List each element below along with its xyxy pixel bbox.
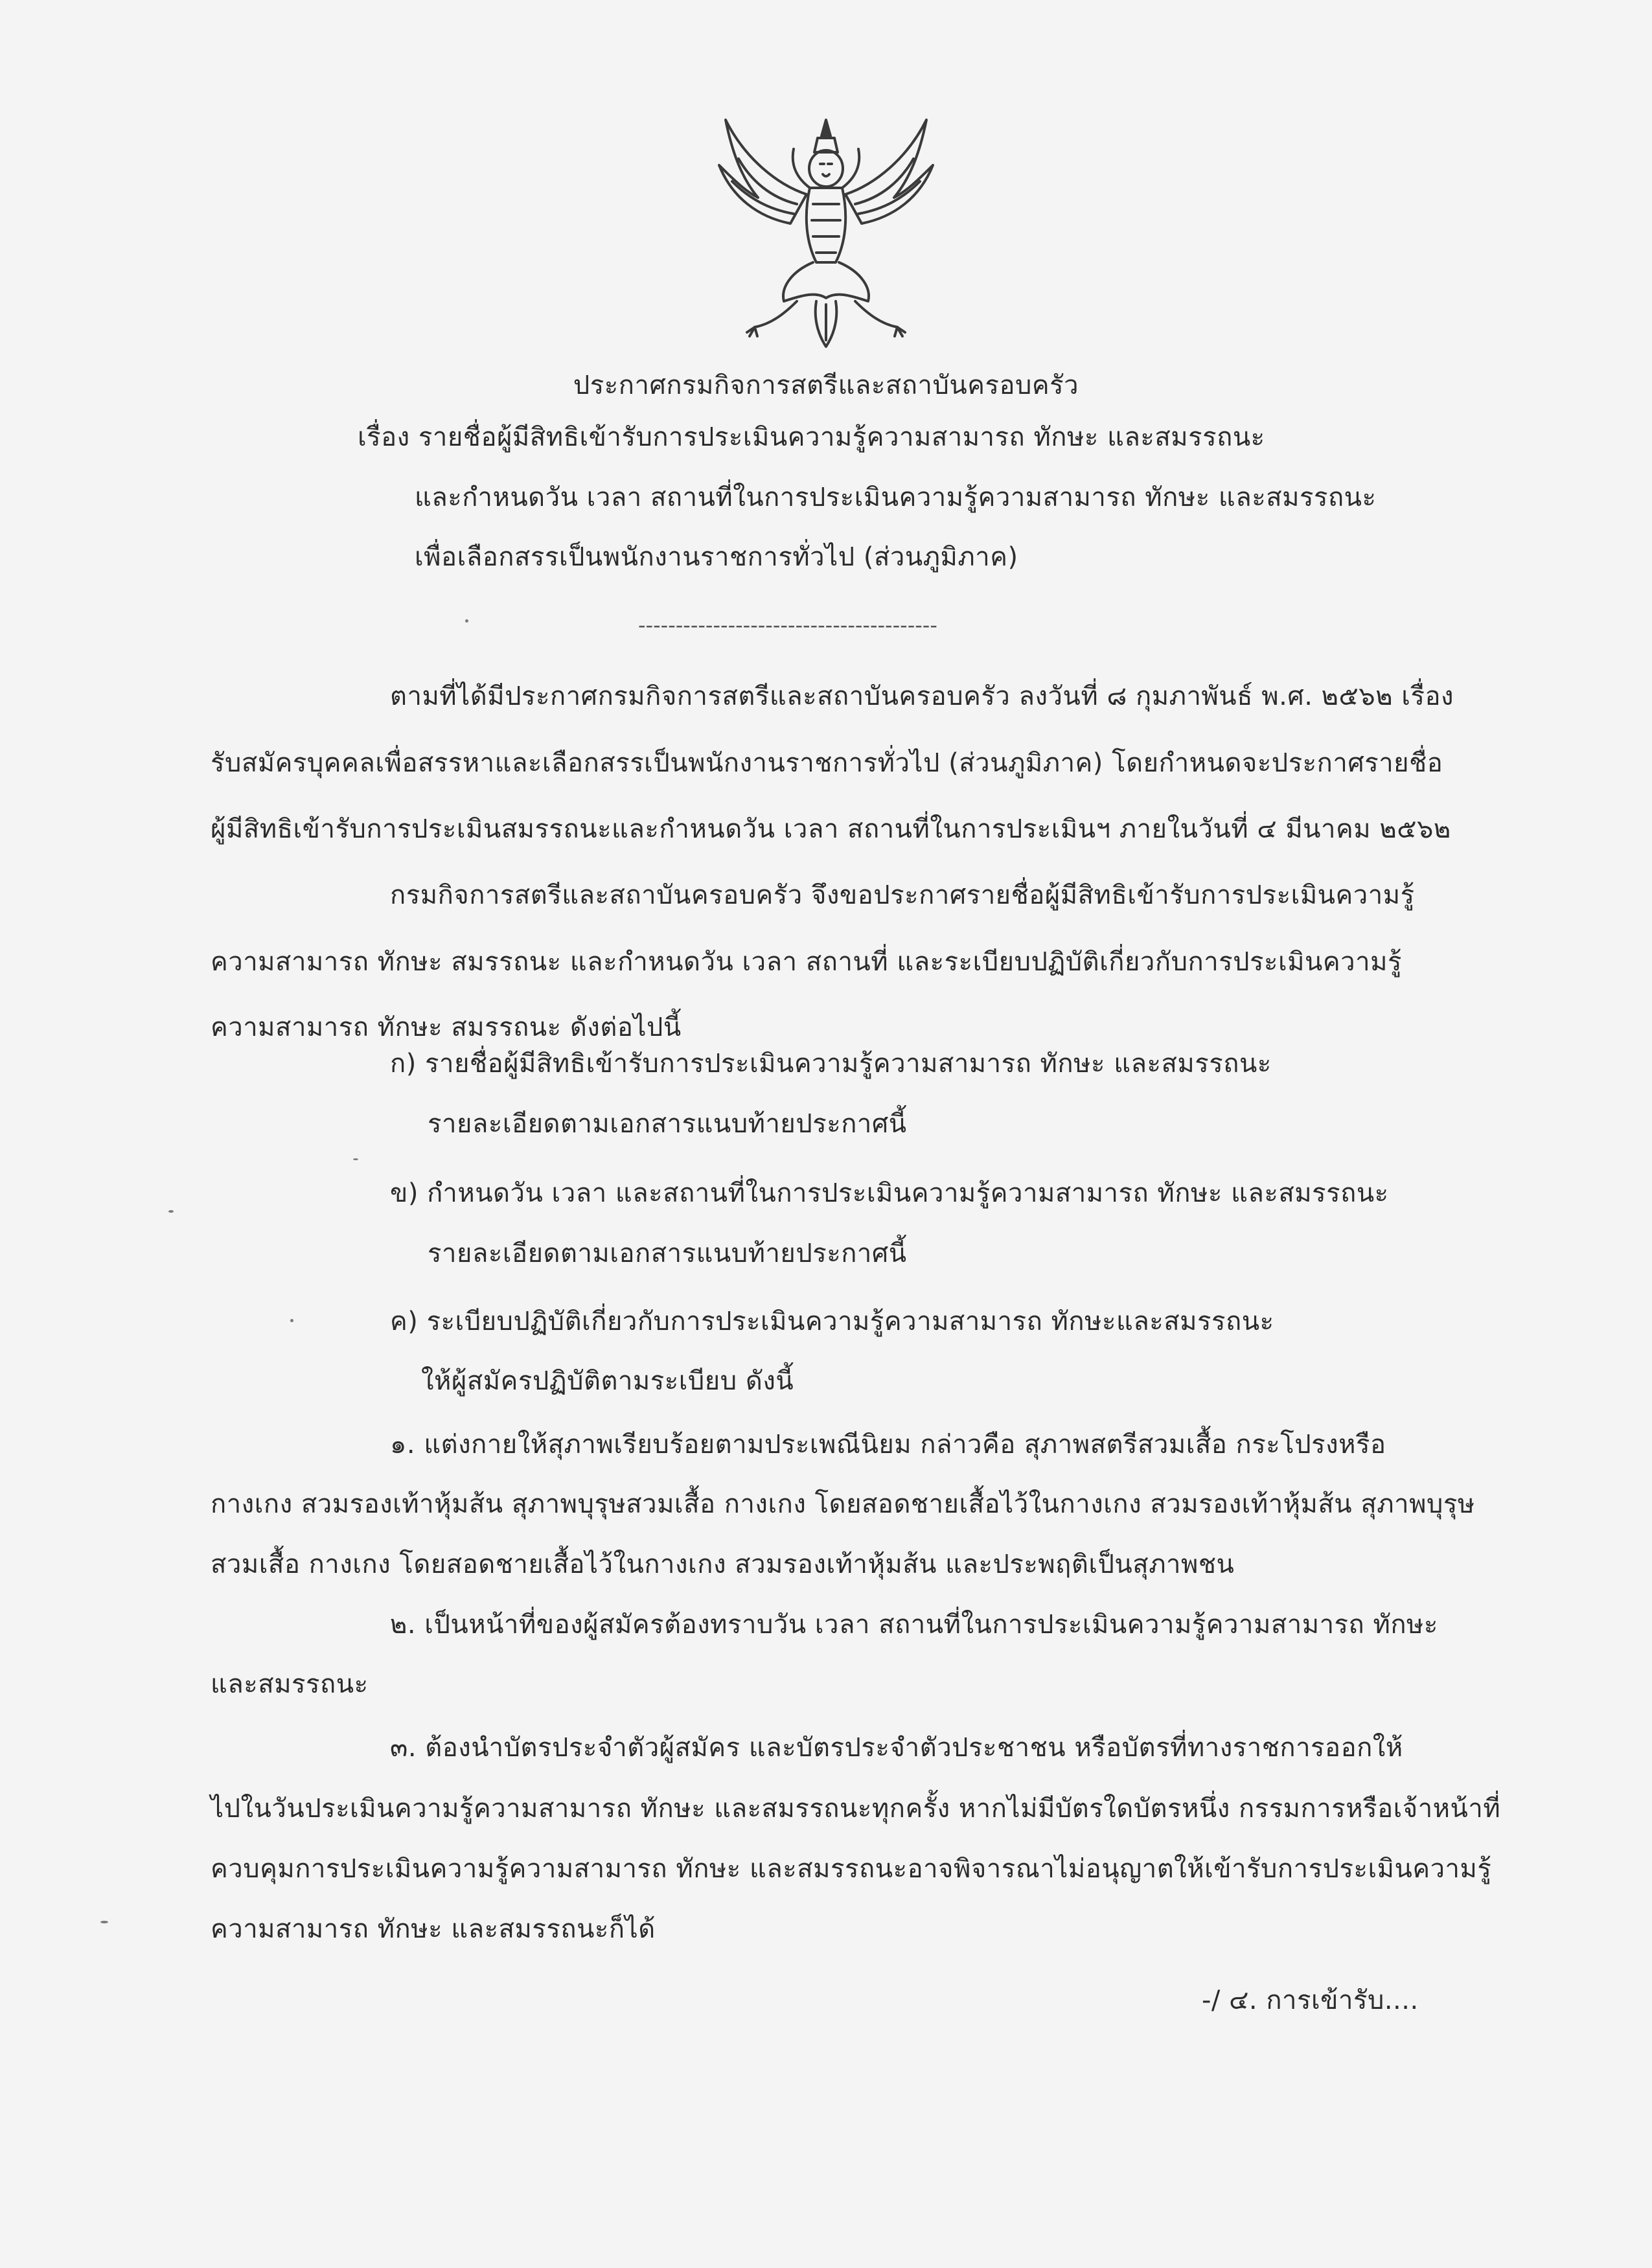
continuation-note: -/ ๔. การเข้ารับ.... (1202, 1986, 1419, 2015)
paragraph-1-line-2: รับสมัครบุคคลเพื่อสรรหาและเลือกสรรเป็นพนักงานราชการทั่วไป (ส่วนภูมิภาค) โดยกำหนดจะประกาศรายชื่อ (211, 748, 1443, 778)
item-kho-line-1: ค) ระเบียบปฏิบัติเกี่ยวกับการประเมินความรู้ความสามารถ ทักษะและสมรรถนะ (390, 1307, 1274, 1336)
paragraph-1-line-3: ผู้มีสิทธิเข้ารับการประเมินสมรรถนะและกำหนดวัน เวลา สถานที่ในการประเมินฯ ภายในวันที่ ๔ มีนาคม ๒๕๖๒ (211, 814, 1451, 844)
paragraph-2-line-2: ความสามารถ ทักษะ สมรรถนะ และกำหนดวัน เวลา สถานที่ และระเบียบปฏิบัติเกี่ยวกับการประเมินความรู้ (211, 947, 1402, 977)
rule-1-line-1: ๑. แต่งกายให้สุภาพเรียบร้อยตามประเพณีนิยม กล่าวคือ สุภาพสตรีสวมเสื้อ กระโปรงหรือ (390, 1430, 1386, 1460)
scan-speck (168, 1210, 174, 1213)
scan-speck (290, 1319, 293, 1322)
garuda-emblem-icon (706, 107, 946, 353)
rule-2-line-2: และสมรรถนะ (211, 1669, 369, 1699)
scan-speck (100, 1921, 108, 1923)
rule-3-line-3: ควบคุมการประเมินความรู้ความสามารถ ทักษะ และสมรรถนะอาจพิจารณาไม่อนุญาตให้เข้ารับการประเมินความรู้ (211, 1854, 1492, 1884)
scan-speck (465, 619, 468, 623)
scan-speck (353, 1158, 358, 1160)
item-ka-line-2: รายละเอียดตามเอกสารแนบท้ายประกาศนี้ (428, 1109, 907, 1139)
item-kha-line-2: รายละเอียดตามเอกสารแนบท้ายประกาศนี้ (428, 1239, 907, 1268)
rule-3-line-1: ๓. ต้องนำบัตรประจำตัวผู้สมัคร และบัตรประจำตัวประชาชน หรือบัตรที่ทางราชการออกให้ (390, 1733, 1403, 1763)
page-title: ประกาศกรมกิจการสตรีและสถาบันครอบครัว (573, 371, 1079, 400)
subject-continuation-2: เพื่อเลือกสรรเป็นพนักงานราชการทั่วไป (ส่วนภูมิภาค) (415, 542, 1018, 572)
rule-3-line-2: ไปในวันประเมินความรู้ความสามารถ ทักษะ และสมรรถนะทุกครั้ง หากไม่มีบัตรใดบัตรหนึ่ง กรรมการหรือเจ้าหน้าที่ (211, 1794, 1501, 1824)
rule-2-line-1: ๒. เป็นหน้าที่ของผู้สมัครต้องทราบวัน เวลา สถานที่ในการประเมินความรู้ความสามารถ ทักษะ (390, 1610, 1438, 1640)
item-ka-line-1: ก) รายชื่อผู้มีสิทธิเข้ารับการประเมินความรู้ความสามารถ ทักษะ และสมรรถนะ (390, 1049, 1272, 1079)
item-kha-line-1: ข) กำหนดวัน เวลา และสถานที่ในการประเมินความรู้ความสามารถ ทักษะ และสมรรถนะ (390, 1178, 1389, 1208)
rule-1-line-3: สวมเสื้อ กางเกง โดยสอดชายเสื้อไว้ในกางเกง สวมรองเท้าหุ้มส้น และประพฤติเป็นสุภาพชน (211, 1550, 1235, 1579)
header-divider: ---------------------------------------- (638, 613, 937, 637)
rule-1-line-2: กางเกง สวมรองเท้าหุ้มส้น สุภาพบุรุษสวมเสื้อ กางเกง โดยสอดชายเสื้อไว้ในกางเกง สวมรองเท้าหุ้มส้น สุภาพบุรุษ (211, 1489, 1475, 1519)
paragraph-2-line-3: ความสามารถ ทักษะ สมรรถนะ ดังต่อไปนี้ (211, 1013, 682, 1042)
subject-continuation-1: และกำหนดวัน เวลา สถานที่ในการประเมินความรู้ความสามารถ ทักษะ และสมรรถนะ (415, 483, 1377, 512)
paragraph-2-line-1: กรมกิจการสตรีและสถาบันครอบครัว จึงขอประกาศรายชื่อผู้มีสิทธิเข้ารับการประเมินความรู้ (390, 880, 1415, 910)
item-kho-line-2: ให้ผู้สมัครปฏิบัติตามระเบียบ ดังนี้ (421, 1366, 794, 1396)
rule-3-line-4: ความสามารถ ทักษะ และสมรรถนะก็ได้ (211, 1914, 656, 1944)
subject-line: เรื่อง รายชื่อผู้มีสิทธิเข้ารับการประเมินความรู้ความสามารถ ทักษะ และสมรรถนะ (358, 422, 1265, 452)
paragraph-1-line-1: ตามที่ได้มีประกาศกรมกิจการสตรีและสถาบันครอบครัว ลงวันที่ ๘ กุมภาพันธ์ พ.ศ. ๒๕๖๒ เรื่อง (390, 682, 1454, 711)
